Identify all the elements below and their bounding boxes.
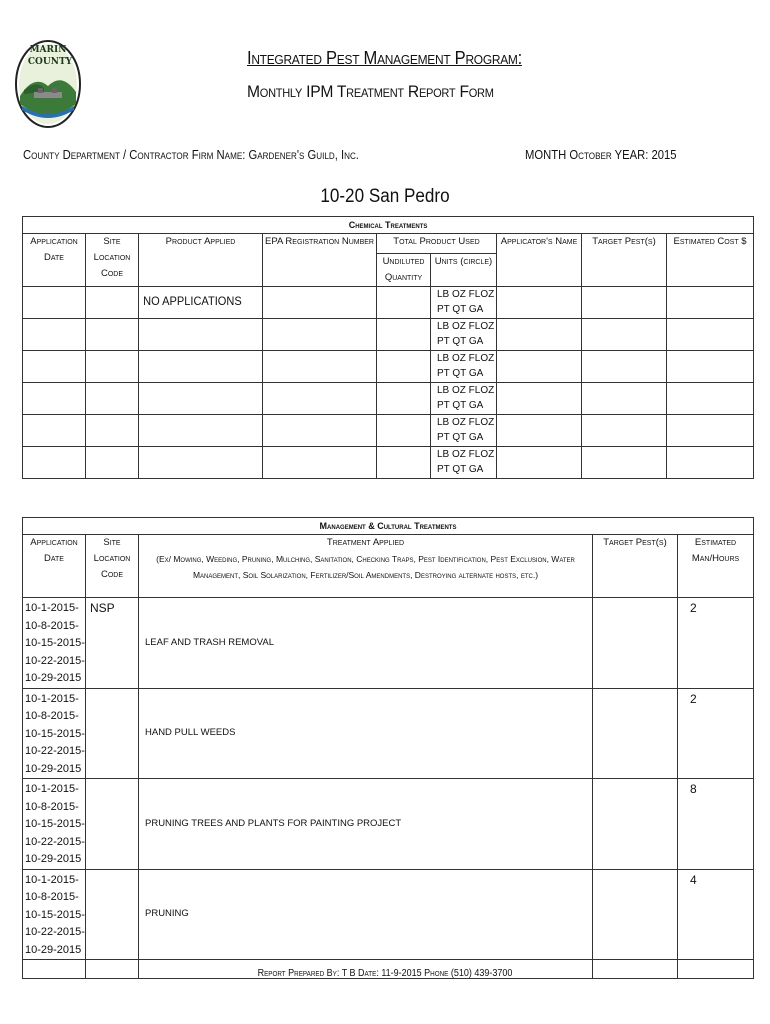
chemical-row xyxy=(23,319,754,351)
blank-cell xyxy=(23,351,86,383)
site-code-cell xyxy=(86,779,139,870)
col-units-circle: Units (circle) xyxy=(431,254,497,287)
chemical-section-title: Chemical Treatments xyxy=(23,217,754,234)
units-line-volume: PT QT GA xyxy=(437,400,484,411)
blank-cell xyxy=(86,319,139,351)
blank-cell xyxy=(497,383,582,415)
col-application-date: Application Date xyxy=(23,234,86,287)
blank-cell xyxy=(667,319,754,351)
treatment-applied-cell: HAND PULL WEEDS xyxy=(139,688,593,779)
blank-cell xyxy=(377,287,431,319)
department-contractor-line: County Department / Contractor Firm Name: Gardener's Guild, Inc. xyxy=(23,148,359,162)
site-name: 10-20 San Pedro xyxy=(320,186,450,207)
units-line-volume: PT QT GA xyxy=(437,336,484,347)
col-application-date: Application Date xyxy=(23,535,86,598)
col-site-location-code: Site Location Code xyxy=(86,234,139,287)
col-epa-registration: EPA Registration Number xyxy=(263,234,377,287)
blank-cell xyxy=(582,351,667,383)
man-hours-cell: 4 xyxy=(678,869,754,960)
blank-cell xyxy=(593,688,678,779)
units-line-weight: LB OZ FLOZ xyxy=(437,289,495,300)
units-line-weight: LB OZ FLOZ xyxy=(437,353,495,364)
application-date: 10-8-2015- xyxy=(25,800,79,813)
blank-cell xyxy=(377,383,431,415)
blank-cell xyxy=(582,415,667,447)
application-date: 10-1-2015- xyxy=(25,692,79,705)
application-dates-cell xyxy=(23,688,86,779)
man-hours-cell: 2 xyxy=(678,598,754,689)
product-applied-cell: NO APPLICATIONS xyxy=(139,287,253,319)
application-date: 10-8-2015- xyxy=(25,891,79,903)
blank-cell xyxy=(23,383,86,415)
units-line-weight: LB OZ FLOZ xyxy=(437,321,495,332)
units-line-volume: PT QT GA xyxy=(437,432,484,443)
svg-text:MARIN: MARIN xyxy=(29,45,67,55)
units-line-volume: PT QT GA xyxy=(437,464,484,475)
blank-cell xyxy=(667,287,754,319)
blank-cell xyxy=(593,598,678,689)
units-cell xyxy=(431,415,497,447)
month-year-line: MONTH October YEAR: 2015 xyxy=(525,148,677,162)
treatment-examples-note: (Ex/ Mowing, Weeding, Pruning, Mulching, Sanitation, Checking Traps, Pest Identification, Pest Exclusion, Water Management, Soil Solarization, Fertilizer/Soil Amendments, Destroying alternate hosts, etc.) xyxy=(156,554,575,580)
blank-cell xyxy=(23,447,86,479)
application-dates-cell xyxy=(23,598,86,689)
application-date: 10-29-2015 xyxy=(25,943,82,956)
chemical-treatments-table xyxy=(22,216,754,479)
units-line-weight: LB OZ FLOZ xyxy=(437,417,495,428)
blank-cell xyxy=(263,287,377,319)
site-code-cell xyxy=(86,688,139,779)
application-date: 10-29-2015 xyxy=(25,762,82,775)
blank-cell xyxy=(582,287,667,319)
units-cell xyxy=(431,287,497,319)
man-hours-cell: 8 xyxy=(678,779,754,870)
chemical-row xyxy=(23,383,754,415)
blank-cell xyxy=(263,319,377,351)
treatment-applied-cell: LEAF AND TRASH REMOVAL xyxy=(139,598,593,689)
col-total-product-used: Total Product Used xyxy=(377,234,497,254)
application-date: 10-15-2015- xyxy=(25,727,85,740)
units-cell xyxy=(431,351,497,383)
report-footer: Report Prepared By: T B Date: 11-9-2015 Phone (510) 439-3700 xyxy=(257,968,513,979)
chemical-row xyxy=(23,415,754,447)
site-code-cell xyxy=(86,869,139,960)
form-title: Integrated Pest Management Program: xyxy=(247,48,522,68)
management-treatments-table xyxy=(22,517,754,979)
application-date: 10-1-2015- xyxy=(25,873,79,886)
blank-cell xyxy=(377,415,431,447)
blank-cell xyxy=(23,319,86,351)
blank-cell xyxy=(139,447,263,479)
chemical-row xyxy=(23,447,754,479)
blank-cell xyxy=(497,287,582,319)
treatment-applied-cell: PRUNING xyxy=(139,869,593,960)
blank-cell xyxy=(139,319,263,351)
blank-cell xyxy=(263,351,377,383)
units-line-volume: PT QT GA xyxy=(437,368,484,379)
col-undiluted-quantity: Undiluted Quantity xyxy=(377,254,431,287)
col-treatment-applied xyxy=(139,535,593,598)
blank-cell xyxy=(497,415,582,447)
application-date: 10-15-2015- xyxy=(25,637,85,649)
blank-cell xyxy=(377,319,431,351)
marin-county-logo xyxy=(14,34,82,128)
management-section-title: Management & Cultural Treatments xyxy=(23,518,754,535)
blank-cell xyxy=(582,383,667,415)
col-applicator-name: Applicator's Name xyxy=(497,234,582,287)
application-date: 10-29-2015 xyxy=(25,672,82,684)
application-date: 10-8-2015- xyxy=(25,619,79,632)
blank-cell xyxy=(263,383,377,415)
units-line-weight: LB OZ FLOZ xyxy=(437,449,495,460)
blank-cell xyxy=(497,319,582,351)
col-product-applied: Product Applied xyxy=(139,234,263,287)
man-hours-cell: 2 xyxy=(678,688,754,779)
blank-cell xyxy=(377,447,431,479)
management-row xyxy=(23,688,754,779)
svg-text:COUNTY: COUNTY xyxy=(27,57,73,67)
col-estimated-man-hours: Estimated Man/Hours xyxy=(678,535,754,598)
blank-cell xyxy=(23,287,86,319)
blank-cell xyxy=(593,779,678,870)
chemical-row xyxy=(23,287,754,319)
management-row xyxy=(23,779,754,870)
application-dates-cell xyxy=(23,869,86,960)
units-cell xyxy=(431,319,497,351)
blank-cell xyxy=(667,383,754,415)
blank-cell xyxy=(497,447,582,479)
blank-cell xyxy=(667,415,754,447)
application-dates-cell xyxy=(23,779,86,870)
application-date: 10-22-2015- xyxy=(25,654,85,667)
application-date: 10-22-2015- xyxy=(25,926,85,938)
management-row xyxy=(23,598,754,689)
application-date: 10-15-2015- xyxy=(25,818,85,830)
units-line-volume: PT QT GA xyxy=(437,304,484,315)
blank-cell xyxy=(86,287,139,319)
blank-cell xyxy=(582,447,667,479)
blank-cell xyxy=(497,351,582,383)
chemical-row xyxy=(23,351,754,383)
treatment-applied-cell: PRUNING TREES AND PLANTS FOR PAINTING PROJECT xyxy=(139,779,593,870)
col-target-pests: Target Pest(s) xyxy=(593,535,678,598)
col-site-location-code: Site Location Code xyxy=(86,535,139,598)
application-date: 10-22-2015- xyxy=(25,835,85,848)
application-date: 10-1-2015- xyxy=(25,602,79,614)
blank-cell xyxy=(139,415,263,447)
blank-cell xyxy=(139,383,263,415)
site-code-cell: NSP xyxy=(86,598,139,689)
blank-cell xyxy=(263,415,377,447)
blank-cell xyxy=(86,383,139,415)
blank-cell xyxy=(86,351,139,383)
management-row xyxy=(23,869,754,960)
application-date: 10-22-2015- xyxy=(25,745,85,757)
blank-cell xyxy=(263,447,377,479)
application-date: 10-15-2015- xyxy=(25,908,85,921)
blank-cell xyxy=(667,447,754,479)
treatment-applied-label: Treatment Applied xyxy=(326,537,405,548)
blank-cell xyxy=(377,351,431,383)
units-line-weight: LB OZ FLOZ xyxy=(437,385,495,396)
blank-cell xyxy=(23,415,86,447)
units-cell xyxy=(431,383,497,415)
blank-cell xyxy=(582,319,667,351)
blank-cell xyxy=(86,447,139,479)
blank-cell xyxy=(86,415,139,447)
units-cell xyxy=(431,447,497,479)
blank-cell xyxy=(593,869,678,960)
application-date: 10-1-2015- xyxy=(25,783,79,795)
blank-cell xyxy=(139,351,263,383)
application-date: 10-8-2015- xyxy=(25,710,79,722)
form-subtitle: Monthly IPM Treatment Report Form xyxy=(247,82,494,101)
col-estimated-cost: Estimated Cost $ xyxy=(667,234,754,287)
application-date: 10-29-2015 xyxy=(25,853,82,865)
col-target-pests: Target Pest(s) xyxy=(582,234,667,287)
blank-cell xyxy=(667,351,754,383)
